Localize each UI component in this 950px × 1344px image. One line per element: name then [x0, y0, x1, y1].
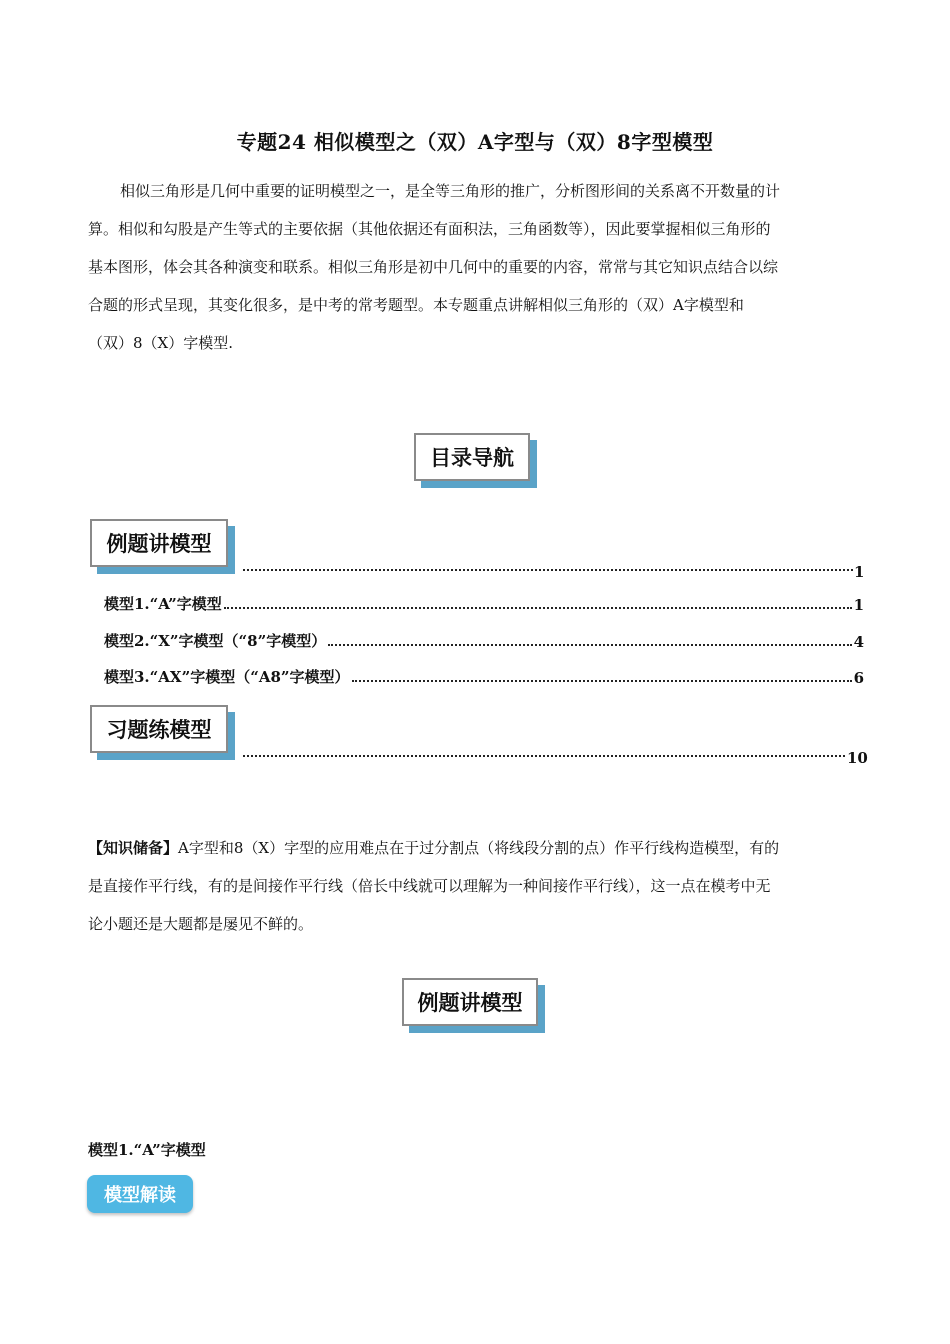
toc-item-leader [224, 607, 852, 609]
toc-item-model-2[interactable] [104, 627, 864, 651]
intro-line-5: （双）8（X）字模型. [88, 334, 233, 352]
toc-section-exercises-page: 10 [847, 749, 868, 767]
intro-line-3: 基本图形，体会其各种演变和联系。相似三角形是初中几何中的重要的内容，常常与其它知识点结合以综 [88, 258, 779, 276]
toc-item-label: 模型1.“A”字模型 [104, 595, 222, 613]
toc-item-leader [352, 680, 852, 682]
section-examples-heading: 例题讲模型 [402, 978, 538, 1026]
knowledge-line-3: 论小题还是大题都是屡见不鲜的。 [88, 915, 314, 933]
toc-item-label: 模型3.“AX”字模型（“A8”字模型） [104, 668, 350, 686]
knowledge-paragraph [88, 829, 863, 943]
knowledge-line-1-text: A字型和8（X）字型的应用难点在于过分割点（将线段分割的点）作平行线构造模型，有的 [178, 839, 780, 857]
toc-item-model-3[interactable] [104, 663, 864, 687]
intro-line-2: 算。相似和勾股是产生等式的主要依据（其他依据还有面积法，三角函数等），因此要掌握相似三角形的 [88, 220, 771, 238]
knowledge-line-1 [88, 829, 863, 867]
knowledge-tag: 【知识储备】 [88, 839, 179, 857]
model-explain-badge: 模型解读 [87, 1175, 193, 1213]
toc-item-model-1[interactable] [104, 590, 864, 614]
toc-nav-heading: 目录导航 [414, 433, 530, 481]
knowledge-line-2: 是直接作平行线，有的是间接作平行线（倍长中线就可以理解为一种间接作平行线），这一点在模考中无 [88, 877, 771, 895]
toc-section-examples-leader [243, 569, 853, 571]
toc-item-leader [328, 644, 851, 646]
toc-item-page: 6 [853, 669, 864, 687]
toc-section-examples[interactable]: 例题讲模型 [90, 519, 228, 567]
toc-section-exercises[interactable]: 习题练模型 [90, 705, 228, 753]
intro-line-1: 相似三角形是几何中重要的证明模型之一，是全等三角形的推广，分析图形间的关系离不开数量的计 [120, 182, 781, 200]
intro-line-4: 合题的形式呈现，其变化很多，是中考的常考题型。本专题重点讲解相似三角形的（双）A字模型和 [88, 296, 744, 314]
toc-item-page: 4 [853, 633, 864, 651]
toc-section-exercises-leader [243, 755, 845, 757]
toc-item-page: 1 [853, 596, 864, 614]
toc-item-label: 模型2.“X”字模型（“8”字模型） [104, 632, 327, 650]
model-1-heading: 模型1.“A”字模型 [88, 1141, 206, 1159]
page-title: 专题24 相似模型之（双）A字型与（双）8字型模型 [236, 130, 714, 154]
toc-section-examples-page: 1 [854, 563, 865, 581]
intro-paragraph [88, 172, 863, 362]
